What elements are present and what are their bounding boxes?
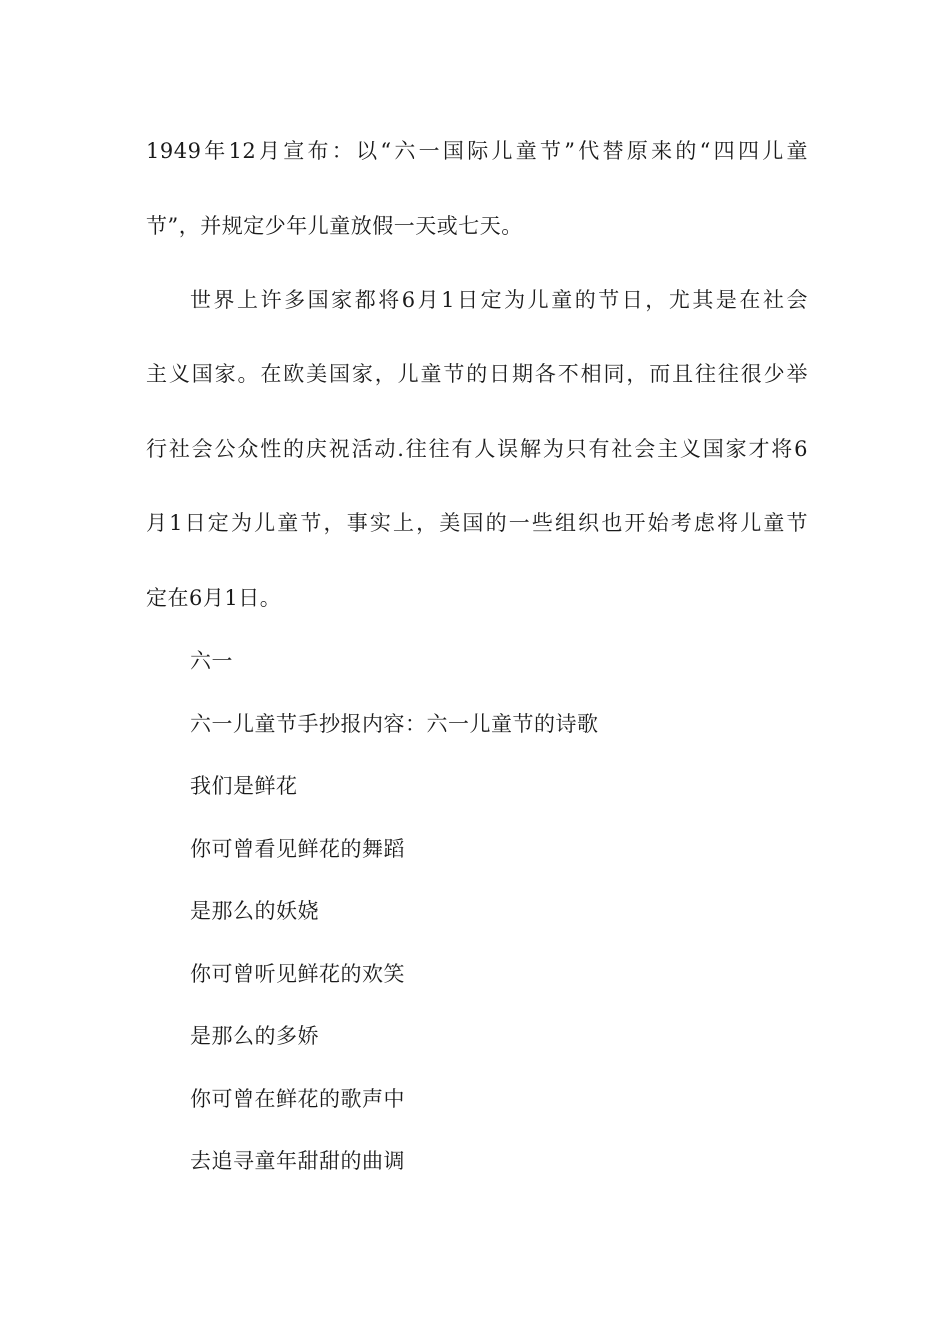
poem-line-4: 你可曾听见鲜花的欢笑 — [190, 962, 405, 986]
poem-line-3: 是那么的妖娆 — [190, 899, 319, 923]
paragraph-1-line-2: 节”，并规定少年儿童放假一天或七天。 — [146, 214, 523, 238]
poem-line-7: 去追寻童年甜甜的曲调 — [190, 1149, 405, 1173]
section-title: 六一儿童节手抄报内容：六一儿童节的诗歌 — [190, 712, 599, 736]
heading-liuyi: 六一 — [190, 649, 233, 673]
paragraph-2-line-5: 定在6月1日。 — [146, 586, 282, 610]
paragraph-2-line-1: 世界上许多国家都将6月1日定为儿童的节日，尤其是在社会 — [190, 288, 808, 312]
poem-line-5: 是那么的多娇 — [190, 1024, 319, 1048]
poem-line-6: 你可曾在鲜花的歌声中 — [190, 1087, 405, 1111]
paragraph-1-line-1: 1949年12月宣布：以“六一国际儿童节”代替原来的“四四儿童 — [146, 139, 808, 163]
paragraph-2-line-3: 行社会公众性的庆祝活动.往往有人误解为只有社会主义国家才将6 — [146, 437, 808, 461]
paragraph-2-line-4: 月1日定为儿童节，事实上，美国的一些组织也开始考虑将儿童节 — [146, 511, 808, 535]
poem-line-1: 我们是鲜花 — [190, 774, 298, 798]
paragraph-2-line-2: 主义国家。在欧美国家，儿童节的日期各不相同，而且往往很少举 — [146, 362, 808, 386]
poem-line-2: 你可曾看见鲜花的舞蹈 — [190, 837, 405, 861]
